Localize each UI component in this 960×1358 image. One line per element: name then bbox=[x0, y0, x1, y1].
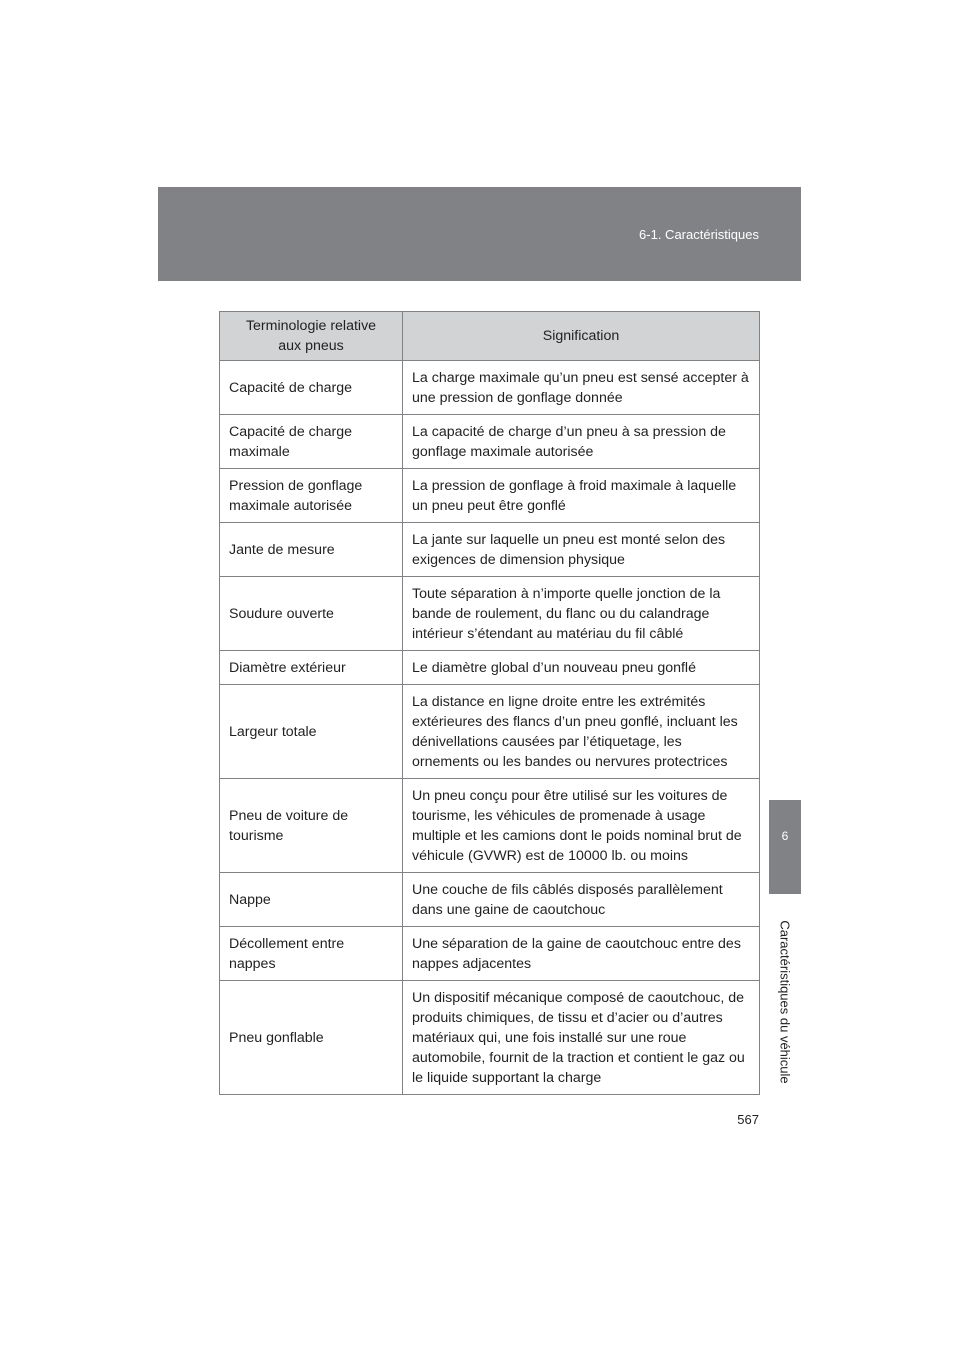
term-cell: Jante de mesure bbox=[220, 523, 403, 577]
table-row bbox=[220, 873, 760, 927]
term-cell: Pneu de voiture de tourisme bbox=[220, 779, 403, 873]
meaning-cell: La pression de gonflage à froid maximale à laquelle un pneu peut être gonflé bbox=[403, 469, 760, 523]
meaning-cell: Un dispositif mécanique composé de caoutchouc, de produits chimiques, de tissu et d’acier ou d’autres matériaux qui, une fois installé sur une roue automobile, fournit de la traction et contient le gaz ou le liquide supportant la charge bbox=[403, 981, 760, 1095]
meaning-cell: La charge maximale qu’un pneu est sensé accepter à une pression de gonflage donnée bbox=[403, 361, 760, 415]
chapter-tab bbox=[769, 800, 801, 894]
meaning-cell: Un pneu conçu pour être utilisé sur les voitures de tourisme, les véhicules de promenade à usage multiple et les camions dont le poids nominal brut de véhicule (GVWR) est de 10000 lb. ou moins bbox=[403, 779, 760, 873]
term-cell: Nappe bbox=[220, 873, 403, 927]
column-header-term bbox=[220, 312, 403, 361]
meaning-cell: Toute séparation à n’importe quelle jonction de la bande de roulement, du flanc ou du calandrage intérieur s’étendant au matériau du fil câblé bbox=[403, 577, 760, 651]
term-cell: Largeur totale bbox=[220, 685, 403, 779]
chapter-label: Caractéristiques du véhicule bbox=[777, 920, 793, 1084]
column-header-meaning-text: Signification bbox=[542, 328, 620, 344]
section-header-bar bbox=[158, 187, 801, 281]
table-row bbox=[220, 779, 760, 873]
chapter-number: 6 bbox=[781, 829, 789, 843]
table-row bbox=[220, 469, 760, 523]
meaning-cell: Le diamètre global d’un nouveau pneu gonflé bbox=[403, 651, 760, 685]
term-cell: Décollement entre nappes bbox=[220, 927, 403, 981]
term-cell: Capacité de charge bbox=[220, 361, 403, 415]
meaning-cell: La capacité de charge d’un pneu à sa pression de gonflage maximale autorisée bbox=[403, 415, 760, 469]
table-row bbox=[220, 415, 760, 469]
table-row bbox=[220, 927, 760, 981]
term-cell: Soudure ouverte bbox=[220, 577, 403, 651]
table-body bbox=[220, 361, 760, 1095]
column-header-meaning bbox=[403, 312, 760, 361]
meaning-cell: Une couche de fils câblés disposés parallèlement dans une gaine de caoutchouc bbox=[403, 873, 760, 927]
table-header-row bbox=[220, 312, 760, 361]
term-cell: Diamètre extérieur bbox=[220, 651, 403, 685]
tire-terminology-table bbox=[219, 311, 760, 1095]
section-title: 6-1. Caractéristiques bbox=[639, 227, 759, 242]
table-row bbox=[220, 651, 760, 685]
term-cell: Pression de gonflage maximale autorisée bbox=[220, 469, 403, 523]
meaning-cell: La distance en ligne droite entre les extrémités extérieures des flancs d’un pneu gonflé, incluant les dénivellations causées par l’étiquetage, les ornements ou les bandes ou nervures protectrices bbox=[403, 685, 760, 779]
table-row bbox=[220, 685, 760, 779]
table-row bbox=[220, 523, 760, 577]
table-row bbox=[220, 361, 760, 415]
column-header-term-text: Terminologie relative aux pneus bbox=[245, 318, 377, 354]
table-row bbox=[220, 577, 760, 651]
table-row bbox=[220, 981, 760, 1095]
page-number: 567 bbox=[737, 1112, 759, 1127]
meaning-cell: Une séparation de la gaine de caoutchouc entre des nappes adjacentes bbox=[403, 927, 760, 981]
term-cell: Capacité de charge maximale bbox=[220, 415, 403, 469]
meaning-cell: La jante sur laquelle un pneu est monté selon des exigences de dimension physique bbox=[403, 523, 760, 577]
term-cell: Pneu gonflable bbox=[220, 981, 403, 1095]
